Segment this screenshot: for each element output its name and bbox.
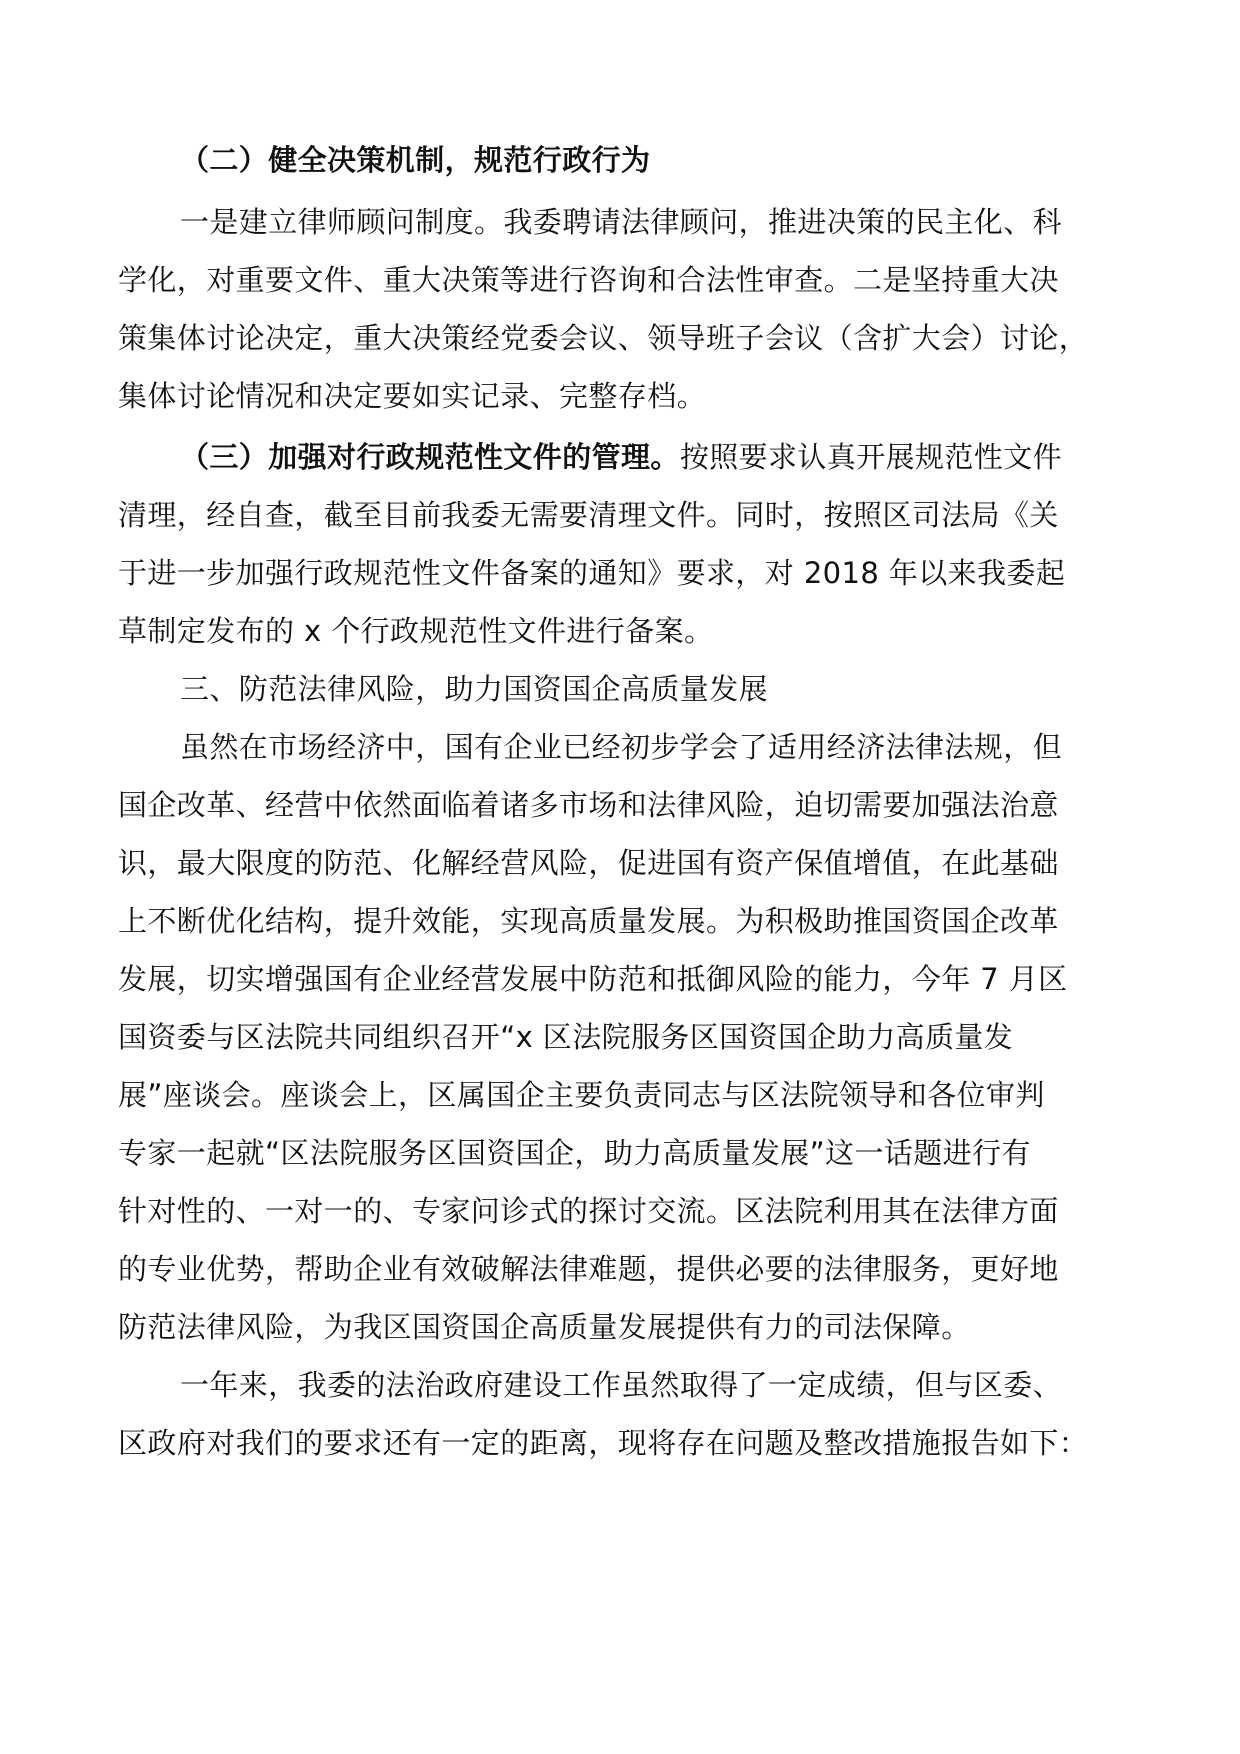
paragraph-line: 国企改革、经营中依然面临着诸多市场和法律风险，迫切需要加强法治意 [118, 788, 1059, 822]
paragraph-line: 针对性的、一对一的、专家问诊式的探讨交流。区法院利用其在法律方面 [118, 1194, 1059, 1228]
paragraph-line: 虽然在市场经济中，国有企业已经初步学会了适用经济法律法规，但 [180, 730, 1063, 764]
paragraph-line: 展”座谈会。座谈会上，区属国企主要负责同志与区法院领导和各位审判 [118, 1078, 1045, 1112]
paragraph-line: 国资委与区法院共同组织召开“x 区法院服务区国资国企助力高质量发 [118, 1020, 1014, 1054]
paragraph-line: 区政府对我们的要求还有一定的距离，现将存在问题及整改措施报告如下： [118, 1426, 1089, 1460]
section-heading-3: （三）加强对行政规范性文件的管理。 [180, 440, 680, 474]
paragraph-line [180, 437, 1138, 477]
paragraph-line: 防范法律风险，为我区国资国企高质量发展提供有力的司法保障。 [118, 1310, 971, 1344]
paragraph-line: 的专业优势，帮助企业有效破解法律难题，提供必要的法律服务，更好地 [118, 1252, 1059, 1286]
paragraph-line: 一是建立律师顾问制度。我委聘请法律顾问，推进决策的民主化、科 [180, 205, 1063, 239]
paragraph-line: 清理，经自查，截至目前我委无需要清理文件。同时，按照区司法局《关 [118, 498, 1059, 532]
paragraph-line: 策集体讨论决定，重大决策经党委会议、领导班子会议（含扩大会）讨论， [118, 321, 1089, 355]
paragraph-line: 于进一步加强行政规范性文件备案的通知》要求，对 2018 年以来我委起 [118, 556, 1066, 590]
section-heading-2: （二）健全决策机制，规范行政行为 [180, 143, 651, 177]
paragraph-text: 按照要求认真开展规范性文件 [679, 440, 1063, 474]
paragraph-line: 一年来，我委的法治政府建设工作虽然取得了一定成绩，但与区委、 [180, 1368, 1063, 1402]
section-heading-three: 三、防范法律风险，助力国资国企高质量发展 [180, 672, 769, 706]
paragraph-line: 专家一起就“区法院服务区国资国企，助力高质量发展”这一话题进行有 [118, 1136, 1031, 1170]
paragraph-line: 上不断优化结构，提升效能，实现高质量发展。为积极助推国资国企改革 [118, 904, 1059, 938]
paragraph-line: 集体讨论情况和决定要如实记录、完整存档。 [118, 379, 707, 413]
paragraph-line: 识，最大限度的防范、化解经营风险，促进国有资产保值增值，在此基础 [118, 846, 1059, 880]
paragraph-line: 学化，对重要文件、重大决策等进行咨询和合法性审查。二是坚持重大决 [118, 263, 1059, 297]
paragraph-line: 发展，切实增强国有企业经营发展中防范和抵御风险的能力，今年 7 月区 [118, 962, 1068, 996]
paragraph-line: 草制定发布的 x 个行政规范性文件进行备案。 [118, 614, 714, 648]
